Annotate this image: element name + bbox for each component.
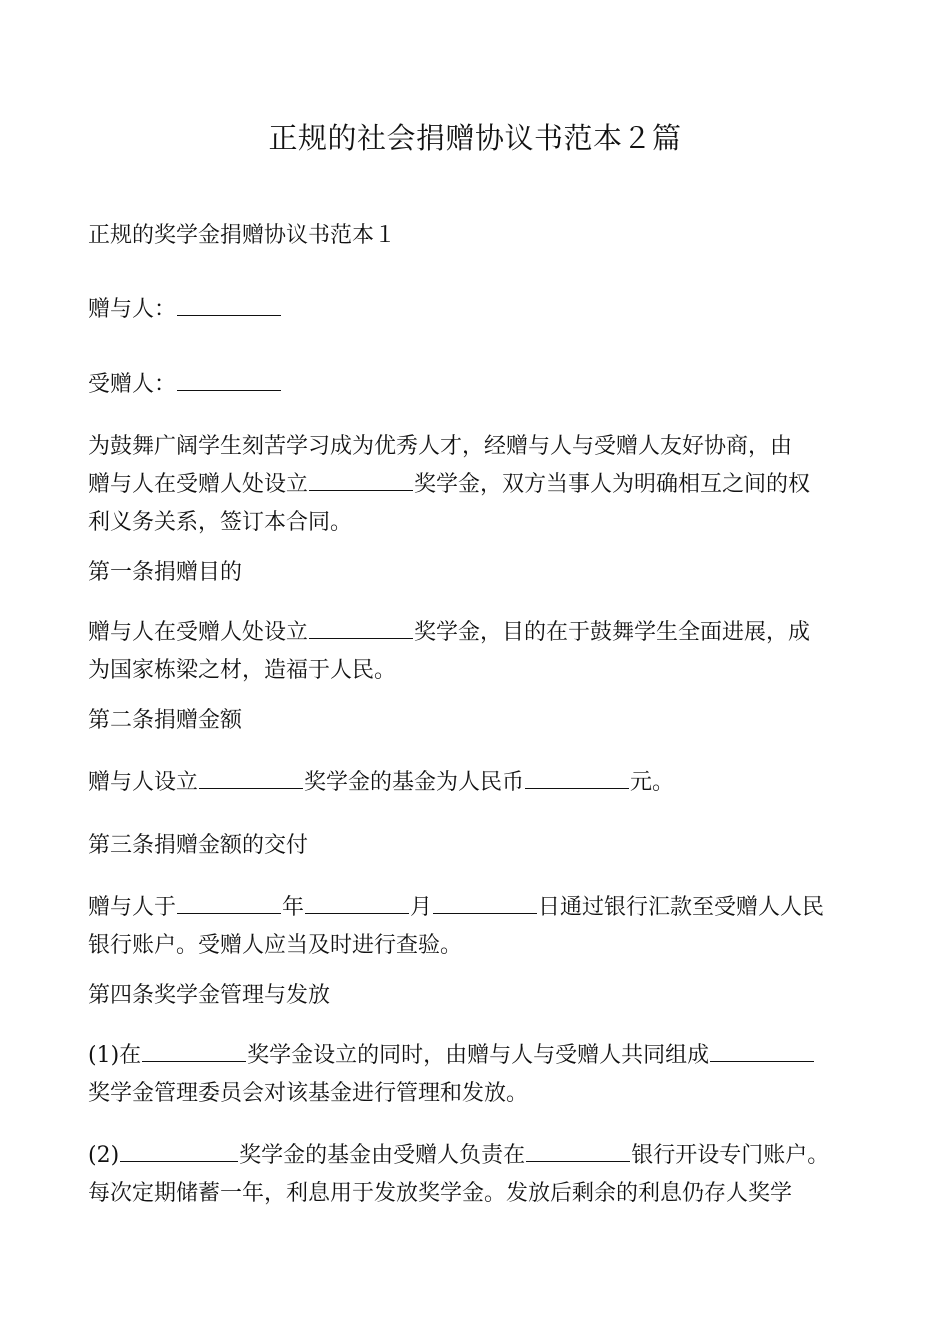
preamble-text-a: 赠与人在受赠人处设立 — [88, 472, 309, 497]
recipient-label: 受赠人： — [88, 372, 177, 397]
article-4-item-2-text-a: (2) — [88, 1143, 120, 1168]
article-1-line-1 — [88, 615, 878, 651]
article-3-heading: 第三条捐赠金额的交付 — [88, 833, 309, 858]
bank-name-blank — [526, 1139, 630, 1162]
scholarship-name-blank — [120, 1139, 238, 1162]
article-1-line-2: 为国家栋梁之材，造福于人民。 — [88, 658, 397, 683]
recipient-blank — [177, 368, 281, 391]
article-4-item-2-text-b: 奖学金的基金由受赠人负责在 — [239, 1143, 526, 1168]
subtitle: 正规的奖学金捐赠协议书范本１ — [88, 223, 397, 248]
article-2-line-1 — [88, 765, 878, 801]
year-blank — [177, 891, 281, 914]
article-2-text-b: 奖学金的基金为人民币 — [304, 770, 525, 795]
article-3-text-a: 赠与人于 — [88, 895, 177, 920]
scholarship-name-blank — [309, 616, 413, 639]
article-4-item-1-text-b: 奖学金设立的同时，由赠与人与受赠人共同组成 — [247, 1043, 710, 1068]
article-4-item-2-text-c: 银行开设专门账户。 — [631, 1143, 830, 1168]
article-3-text-b: 年 — [282, 895, 305, 920]
article-2-text-c: 元。 — [630, 770, 675, 795]
article-3-text-d: 日通过银行汇款至受赠人人民 — [538, 895, 825, 920]
article-3-text-c: 月 — [410, 895, 433, 920]
scholarship-name-blank — [142, 1039, 246, 1062]
preamble-line-3: 利义务关系，签订本合同。 — [88, 510, 353, 535]
scholarship-name-blank — [199, 766, 303, 789]
committee-name-blank — [710, 1039, 814, 1062]
article-4-item-2-line-2: 每次定期储蓄一年，利息用于发放奖学金。发放后剩余的利息仍存人奖学 — [88, 1181, 793, 1206]
recipient-line — [88, 367, 878, 403]
article-1-heading: 第一条捐赠目的 — [88, 560, 243, 585]
donor-blank — [177, 293, 281, 316]
article-2-heading: 第二条捐赠金额 — [88, 708, 243, 733]
article-4-item-1-line-2: 奖学金管理委员会对该基金进行管理和发放。 — [88, 1081, 529, 1106]
amount-blank — [525, 766, 629, 789]
article-4-item-2-line-1 — [88, 1138, 878, 1174]
month-blank — [305, 891, 409, 914]
article-2-text-a: 赠与人设立 — [88, 770, 199, 795]
donor-label: 赠与人： — [88, 297, 177, 322]
scholarship-name-blank — [309, 468, 413, 491]
preamble-line-2 — [88, 467, 878, 503]
preamble-text-b: 奖学金，双方当事人为明确相互之间的权 — [414, 472, 811, 497]
article-4-item-1-line-1 — [88, 1038, 878, 1074]
article-1-text-b: 奖学金，目的在于鼓舞学生全面进展，成 — [414, 620, 811, 645]
day-blank — [433, 891, 537, 914]
donor-line — [88, 292, 878, 328]
article-4-item-1-text-a: (1)在 — [88, 1043, 142, 1068]
article-1-text-a: 赠与人在受赠人处设立 — [88, 620, 309, 645]
preamble-line-1: 为鼓舞广阔学生刻苦学习成为优秀人才，经赠与人与受赠人友好协商，由 — [88, 434, 793, 459]
article-3-line-1 — [88, 890, 878, 926]
article-3-line-2: 银行账户。受赠人应当及时进行查验。 — [88, 933, 463, 958]
document-title: 正规的社会捐赠协议书范本２篇 — [268, 121, 682, 155]
article-4-heading: 第四条奖学金管理与发放 — [88, 983, 331, 1008]
